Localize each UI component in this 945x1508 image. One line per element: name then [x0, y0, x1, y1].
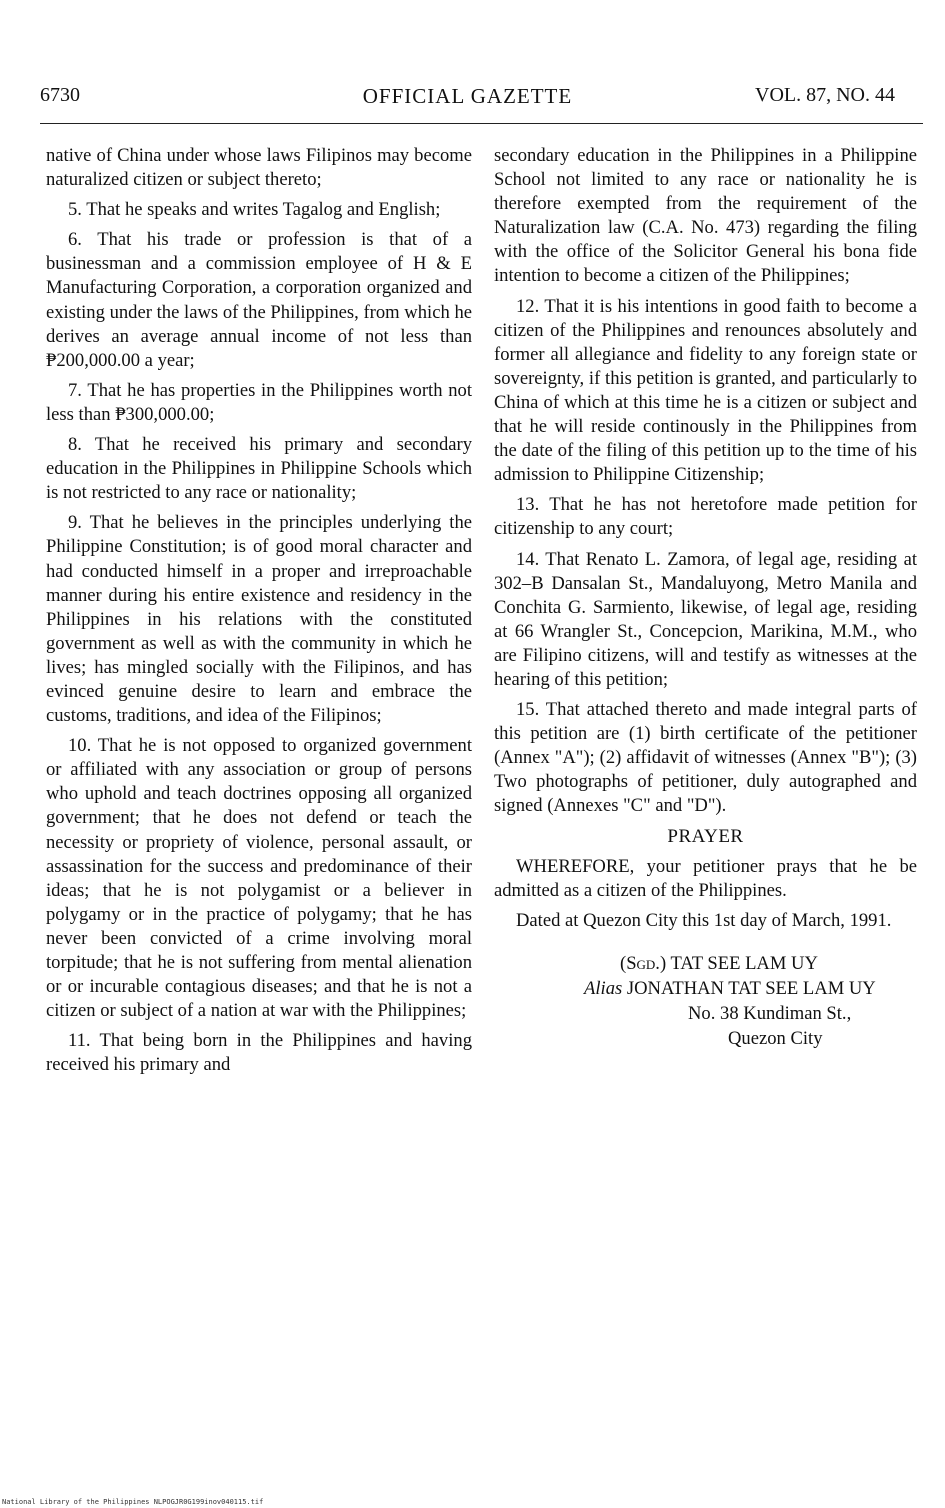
signature-block [494, 951, 917, 1051]
prayer-heading: PRAYER [667, 825, 744, 847]
prayer-paragraph [494, 855, 917, 903]
paragraph: 11. That being born in the Philippines and having received his primary and [46, 1030, 472, 1076]
scan-footer: National Library of the Philippines NLPOGJR0G199inov040115.tif [2, 1498, 264, 1506]
paragraph: native of China under whose laws Filipinos may become naturalized citizen or subject thereto; [46, 145, 472, 191]
signature-name: (Sgd.) TAT SEE LAM UY [620, 952, 818, 974]
left-column [46, 144, 472, 1083]
signature-address-city: Quezon City [728, 1027, 823, 1049]
publication-title: OFFICIAL GAZETTE [362, 84, 573, 108]
paragraph: 6. That his trade or profession is that of a businessman and a commission employee of H & E Manufacturing Corporation, a corporation organized and existing under the laws of the Philippines, from which he derives an average annual income of not less than ₱200,000.00 a year; [46, 229, 472, 371]
paragraph: 9. That he believes in the principles underlying the Philippine Constitution; is of good moral character and had conducted himself in a proper and irreproachable manner during his entire existence and residency in the Philippines in his relations with the constituted government as well as with the community in which he lives; has mingled socially with the Filipinos, and has evinced genuine desire to learn and embrace the customs, traditions, and idea of the Filipinos; [46, 512, 472, 727]
page-header [40, 84, 895, 110]
right-column [494, 144, 917, 1051]
paragraph: 5. That he speaks and writes Tagalog and English; [68, 199, 441, 221]
signature-alias [494, 976, 917, 1001]
paragraph: 7. That he has properties in the Philippines worth not less than ₱300,000.00; [46, 379, 472, 425]
prayer-body: your petitioner prays that he be admitted as a citizen of the Philippines. [494, 855, 917, 901]
paragraph: secondary education in the Philippines in a Philippine School not limited to any race or nationality he is therefore exempted from the requirement of the Naturalization law (C.A. No. 473) regarding the filing with the office of the Solicitor General his bona fide intention to become a citizen of the Philippines; [494, 145, 917, 287]
paragraph: 12. That it is his intentions in good faith to become a citizen of the Philippines and renounces absolutely and former all allegiance and fidelity to any foreign state or sovereignty, if this petition is granted, and particularly to China of which at this time he is a citizen or subject and that he will reside continously in the Philippines from the date of the filing of this petition up to the time of his admission to Philippine Citizenship; [494, 295, 917, 486]
page-number: 6730 [40, 84, 80, 106]
header-rule [40, 123, 923, 124]
wherefore-word: WHEREFORE, [516, 855, 635, 877]
paragraph: 15. That attached thereto and made integral parts of this petition are (1) birth certificate of the petitioner (Annex "A"); (2) affidavit of witnesses (Annex "B"); (3) Two photographs of petitioner, duly autographed and signed (Annexes "C" and "D"). [494, 699, 917, 817]
volume-number: VOL. 87, NO. 44 [755, 84, 895, 106]
signature-address-street: No. 38 Kundiman St., [688, 1002, 852, 1024]
alias-word: Alias [584, 977, 623, 999]
paragraph: 8. That he received his primary and secondary education in the Philippines in Philippine Schools which is not restricted to any race or nationality; [46, 434, 472, 504]
paragraph: 14. That Renato L. Zamora, of legal age, residing at 302–B Dansalan St., Mandaluyong, Metro Manila and Conchita G. Sarmiento, likewise, of legal age, residing at 66 Wrangler St., Concepcion, Marikina, M.M., who are Filipino citizens, will and testify as witnesses at the hearing of this petition; [494, 548, 917, 690]
paragraph: 13. That he has not heretofore made petition for citizenship to any court; [494, 494, 917, 540]
dated-paragraph: Dated at Quezon City this 1st day of March, 1991. [516, 909, 892, 931]
paragraph: 10. That he is not opposed to organized government or affiliated with any association or group of persons who uphold and teach doctrines opposing all organized government; that he does not defend or teach the necessity or propriety of violence, personal assault, or assassination for the success and predominance of their ideas; that he is not polygamist or a believer in polygamy or in the practice of polygamy; that he has never been convicted of a crime involving moral torpitude; that he is not suffering from mental alienation or or incurable contagious diseases; and that he is not a citizen or subject of a nation at war with the Philippines; [46, 735, 472, 1022]
alias-name: JONATHAN TAT SEE LAM UY [622, 977, 876, 999]
